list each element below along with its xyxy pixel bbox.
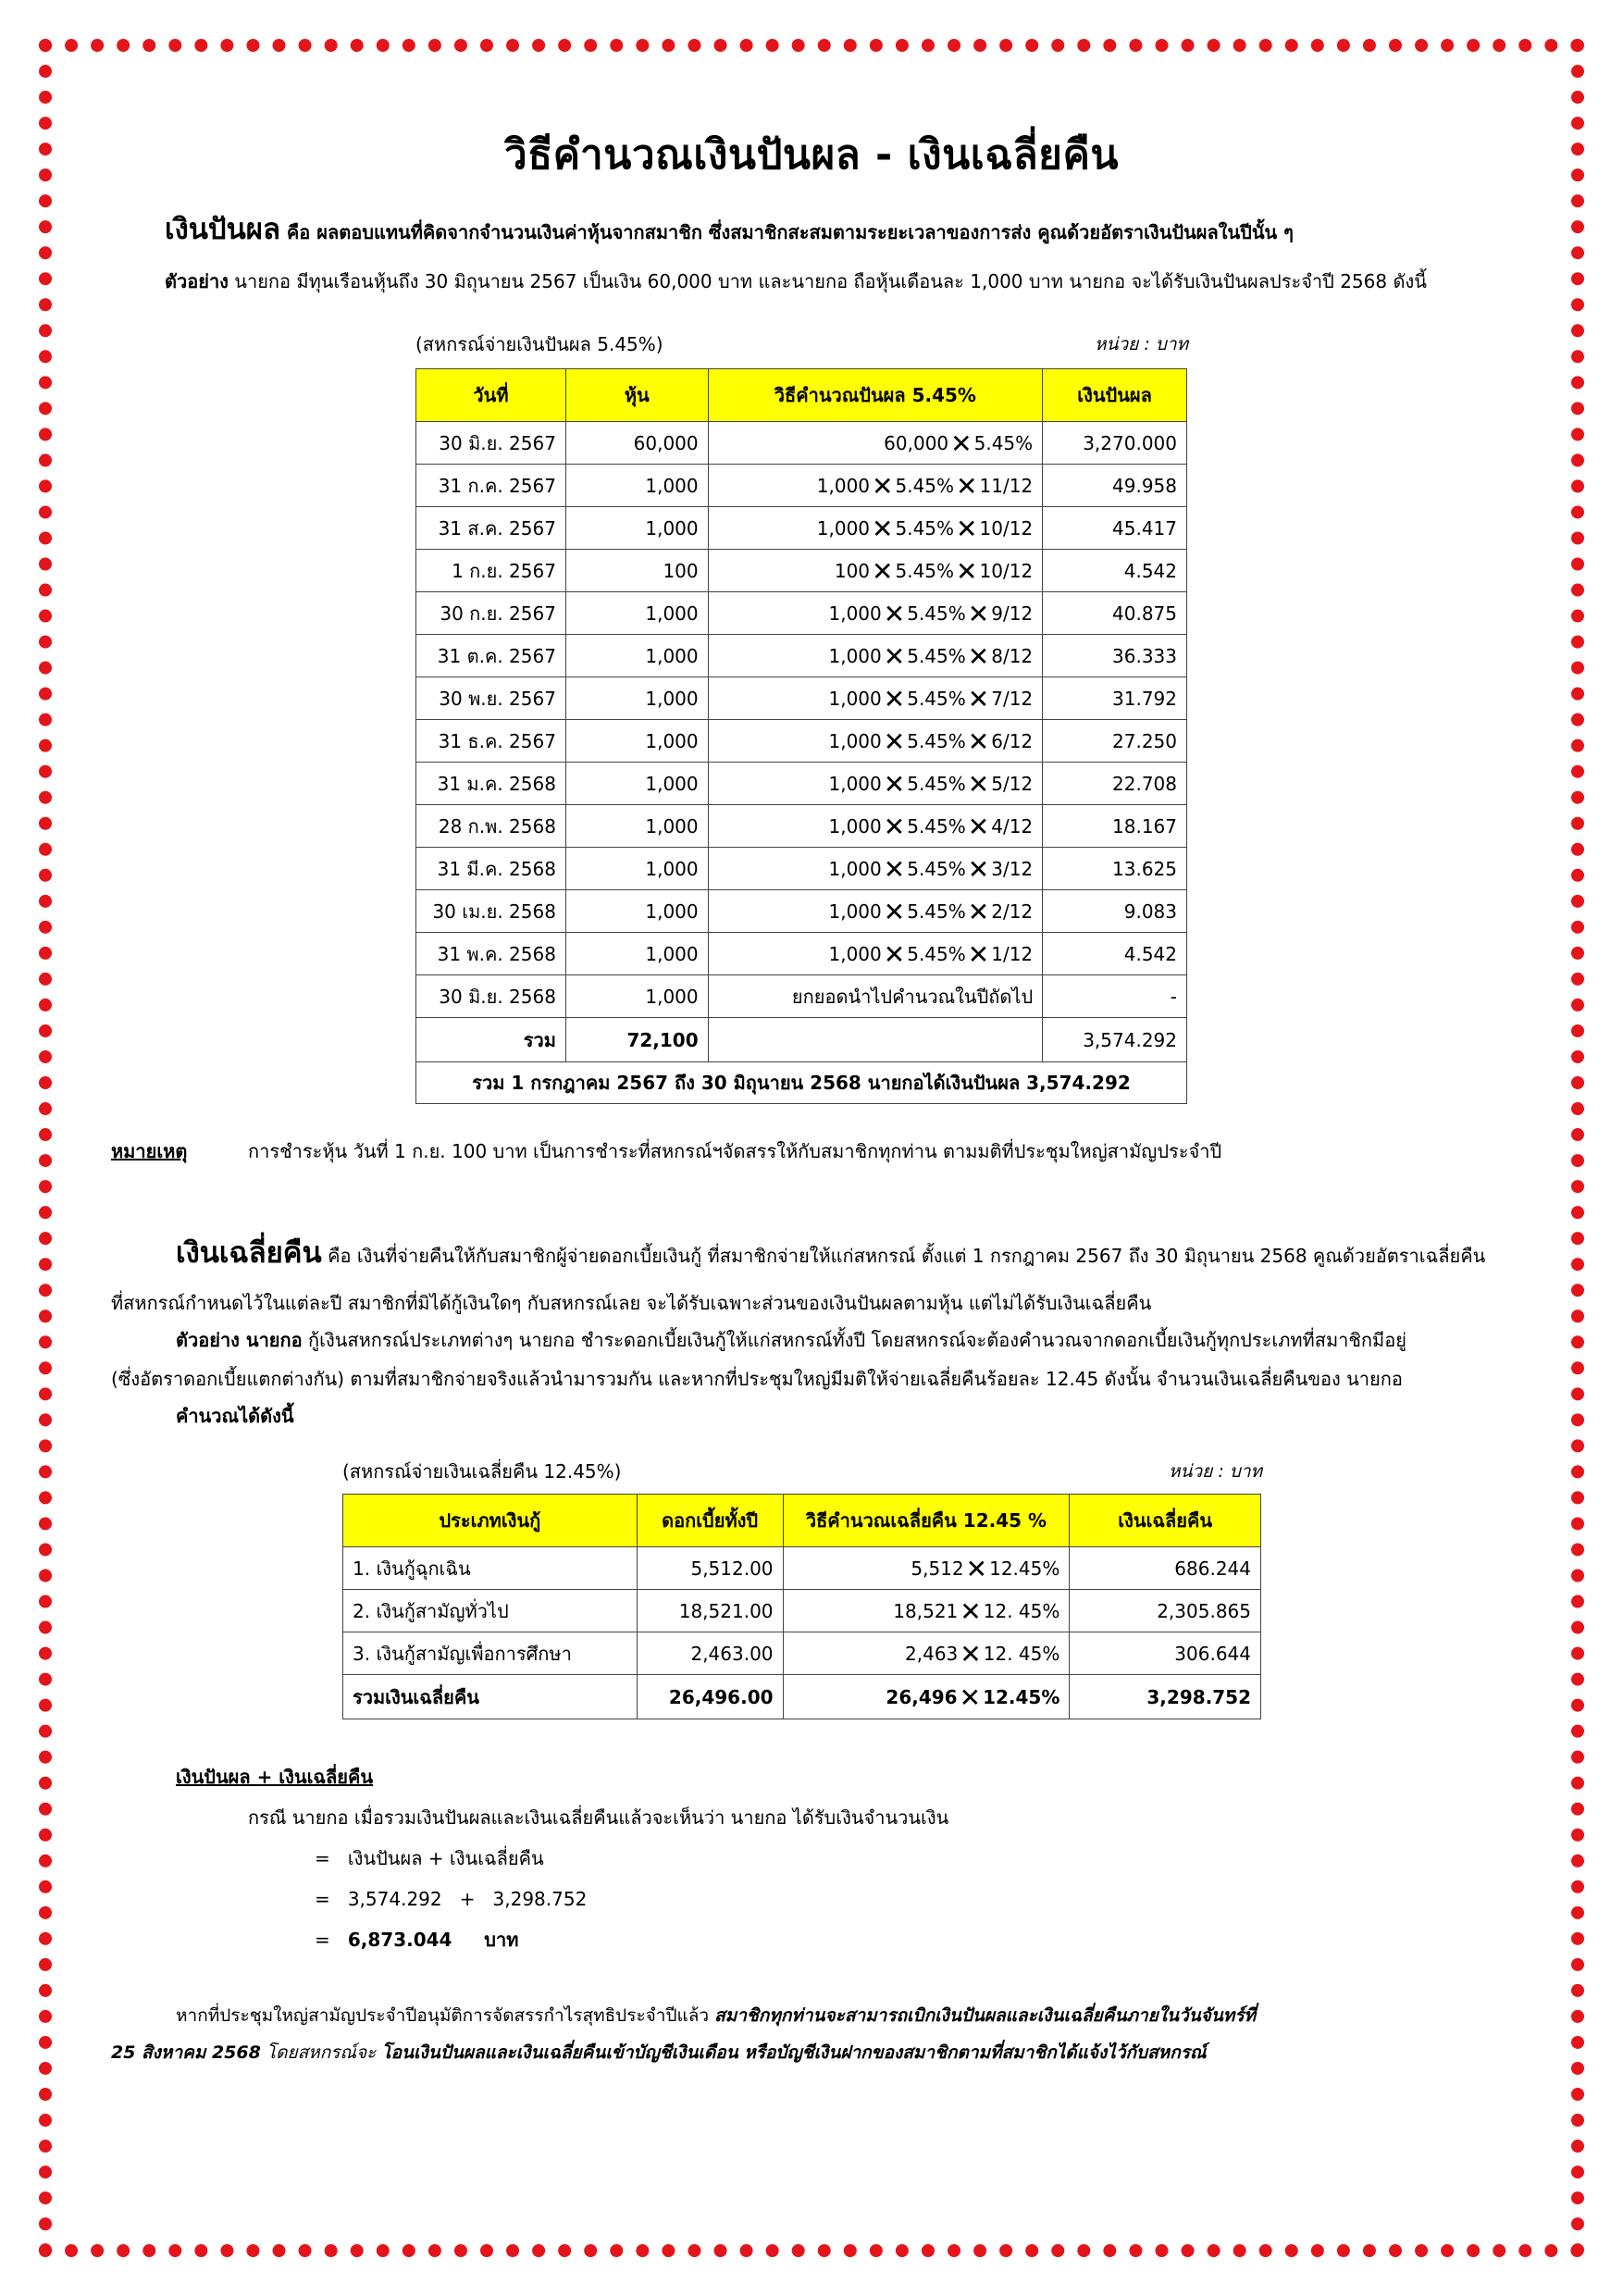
method-cell xyxy=(708,422,1043,465)
multiply-icon: ✕ xyxy=(872,513,894,544)
note xyxy=(111,1136,187,1166)
total-text: รวม 1 กรกฎาคม 2567 ถึง 30 มิถุนายน 2568 นายกอได้เงินปันผล 3,574.292 xyxy=(416,1062,1187,1104)
dividend-table-caption: (สหกรณ์จ่ายเงินปันผล 5.45%) xyxy=(415,333,663,355)
refund-definition-line5: คำนวณได้ดังนี้ xyxy=(176,1405,294,1427)
refund-line3-text: กู้เงินสหกรณ์ประเภทต่างๆ นายกอ ชำระดอกเบี้ยเงินกู้ให้แก่สหกรณ์ทั้งปี โดยสหกรณ์จะต้องคำนวณจากดอกเบี้ยเงินกู้ทุกประเภทที่สมาชิกมีอยู่ xyxy=(302,1329,1406,1351)
method-base: 60,000 xyxy=(884,431,949,454)
table-row xyxy=(416,890,1187,933)
method-cell xyxy=(708,720,1043,763)
table-header-row xyxy=(416,369,1187,422)
dividend-term: เงินปันผล xyxy=(165,213,280,246)
date-cell: 30 มิ.ย. 2567 xyxy=(416,422,566,465)
method-base: 1,000 xyxy=(828,942,882,965)
method-rate: 5.45% xyxy=(907,814,966,838)
combined-intro: กรณี นายกอ เมื่อรวมเงินปันผลและเงินเฉลี่ยคืนแล้วจะเห็นว่า นายกอ ได้รับเงินจำนวนเงิน xyxy=(248,1806,949,1829)
note-label: หมายเหตุ xyxy=(111,1140,188,1162)
sum-shares: 72,100 xyxy=(565,1018,708,1062)
closing-bold1: สมาชิกทุกท่านจะสามารถเบิกเงินปันผลและเงินเฉลี่ยคืนภายในวันจันทร์ที่ xyxy=(714,2005,1257,2026)
method-months: 5/12 xyxy=(991,772,1034,795)
refund-cell: 2,305.865 xyxy=(1070,1590,1261,1632)
dividend-definition xyxy=(165,215,1294,247)
header-date: วันที่ xyxy=(416,369,566,422)
multiply-icon: ✕ xyxy=(960,1638,982,1669)
multiply-icon: ✕ xyxy=(967,896,990,927)
table-row xyxy=(416,422,1187,465)
sum-label: รวมเงินเฉลี่ยคืน xyxy=(343,1675,638,1719)
date-cell: 31 ม.ค. 2568 xyxy=(416,763,566,805)
method-base: 1,000 xyxy=(816,474,871,497)
method-base: 1,000 xyxy=(828,814,882,838)
date-cell: 31 ต.ค. 2567 xyxy=(416,635,566,677)
refund-definition-line1 xyxy=(176,1238,1485,1271)
shares-cell: 1,000 xyxy=(565,677,708,720)
method-base: 1,000 xyxy=(828,602,882,625)
closing-italic: โดยสหกรณ์จะ xyxy=(260,2042,382,2063)
shares-cell: 1,000 xyxy=(565,805,708,848)
method-base: 1,000 xyxy=(828,644,882,667)
dividend-cell: 40.875 xyxy=(1043,592,1187,635)
dividend-cell: 18.167 xyxy=(1043,805,1187,848)
method-rate: 5.45% xyxy=(895,474,955,497)
table-row xyxy=(343,1547,1261,1590)
combined-heading: เงินปันผล + เงินเฉลี่ยคืน xyxy=(176,1766,374,1788)
method-rate: 5.45% xyxy=(907,900,966,923)
loan-type-cell: 2. เงินกู้สามัญทั่วไป xyxy=(343,1590,638,1632)
method-months: 10/12 xyxy=(979,516,1034,540)
dividend-cell: - xyxy=(1043,975,1187,1018)
date-cell: 1 ก.ย. 2567 xyxy=(416,550,566,592)
method-rate: 5.45% xyxy=(907,857,966,880)
refund-cell: 306.644 xyxy=(1070,1632,1261,1675)
table-row xyxy=(416,592,1187,635)
multiply-icon: ✕ xyxy=(883,811,906,842)
header-method: วิธีคำนวณปันผล 5.45% xyxy=(708,369,1043,422)
interest-cell: 2,463.00 xyxy=(637,1632,783,1675)
table-row xyxy=(416,465,1187,507)
multiply-icon: ✕ xyxy=(883,683,906,714)
method-months: 9/12 xyxy=(991,602,1034,625)
header-shares: หุ้น xyxy=(565,369,708,422)
loan-type-cell: 3. เงินกู้สามัญเพื่อการศึกษา xyxy=(343,1632,638,1675)
note-text: การชำระหุ้น วันที่ 1 ก.ย. 100 บาท เป็นการชำระที่สหกรณ์ฯจัดสรรให้กับสมาชิกทุกท่าน ตามมติที่ประชุมใหญ่สามัญประจำปี xyxy=(248,1140,1222,1162)
method-base: 26,496 xyxy=(886,1685,958,1708)
multiply-icon: ✕ xyxy=(967,768,990,800)
shares-cell: 1,000 xyxy=(565,848,708,890)
method-months: 2/12 xyxy=(991,900,1034,923)
dividend-cell: 13.625 xyxy=(1043,848,1187,890)
dividend-cell: 45.417 xyxy=(1043,507,1187,550)
dividend-cell: 27.250 xyxy=(1043,720,1187,763)
interest-cell: 18,521.00 xyxy=(637,1590,783,1632)
table-row xyxy=(416,550,1187,592)
method-base: 1,000 xyxy=(828,857,882,880)
shares-cell: 1,000 xyxy=(565,507,708,550)
date-cell: 31 พ.ค. 2568 xyxy=(416,933,566,975)
loan-type-cell: 1. เงินกู้ฉุกเฉิน xyxy=(343,1547,638,1590)
dividend-example xyxy=(165,267,1427,296)
table-row xyxy=(416,720,1187,763)
dividend-cell: 36.333 xyxy=(1043,635,1187,677)
method-rate: 5.45% xyxy=(907,644,966,667)
multiply-icon: ✕ xyxy=(959,1682,982,1713)
method-cell xyxy=(708,763,1043,805)
method-base: 100 xyxy=(834,559,871,582)
refund-term: เงินเฉลี่ยคืน xyxy=(176,1236,322,1270)
sum-dividend: 3,574.292 xyxy=(1043,1018,1187,1062)
sum-interest: 26,496.00 xyxy=(637,1675,783,1719)
method-rate: 5.45% xyxy=(973,431,1034,454)
method-months: 8/12 xyxy=(991,644,1034,667)
multiply-icon: ✕ xyxy=(883,938,906,970)
method-months: 10/12 xyxy=(979,559,1034,582)
sum-refund: 3,298.752 xyxy=(1070,1675,1261,1719)
method-cell xyxy=(708,635,1043,677)
date-cell: 31 ธ.ค. 2567 xyxy=(416,720,566,763)
shares-cell: 60,000 xyxy=(565,422,708,465)
date-cell: 31 มี.ค. 2568 xyxy=(416,848,566,890)
multiply-icon: ✕ xyxy=(960,1595,982,1627)
table-total-row xyxy=(416,1062,1187,1104)
multiply-icon: ✕ xyxy=(956,555,978,587)
method-base: 18,521 xyxy=(893,1599,959,1622)
table-header-row xyxy=(343,1495,1261,1547)
dividend-table-unit: หน่วย : บาท xyxy=(1095,334,1189,354)
multiply-icon: ✕ xyxy=(883,598,906,629)
header-refund-amount: เงินเฉลี่ยคืน xyxy=(1070,1495,1261,1547)
dividend-cell: 3,270.000 xyxy=(1043,422,1187,465)
header-refund-method: วิธีคำนวณเฉลี่ยคืน 12.45 % xyxy=(783,1495,1070,1547)
table-row-carry xyxy=(416,975,1187,1018)
method-rate: 12. 45% xyxy=(983,1599,1060,1622)
table-row xyxy=(416,677,1187,720)
shares-cell: 100 xyxy=(565,550,708,592)
refund-method-cell xyxy=(783,1632,1070,1675)
refund-method-cell xyxy=(783,1590,1070,1632)
combined-eq3 xyxy=(315,1925,518,1955)
table-row xyxy=(416,507,1187,550)
dividend-cell: 4.542 xyxy=(1043,933,1187,975)
method-months: 11/12 xyxy=(979,474,1034,497)
date-cell: 30 ก.ย. 2567 xyxy=(416,592,566,635)
method-rate: 12.45% xyxy=(989,1557,1060,1580)
method-rate: 5.45% xyxy=(895,516,955,540)
sum-method xyxy=(783,1675,1070,1719)
refund-table xyxy=(342,1494,1261,1719)
combined-total: 6,873.044 บาท xyxy=(347,1929,519,1951)
multiply-icon: ✕ xyxy=(965,1553,988,1584)
refund-definition-line4: (ซึ่งอัตราดอกเบี้ยแตกต่างกัน) ตามที่สมาชิกจ่ายจริงแล้วนำมารวมกัน และหากที่ประชุมใหญ่มีมติให้จ่ายเฉลี่ยคืนร้อยละ 12.45 ดังนั้น จำนวนเงินเฉลี่ยคืนของ นายกอ xyxy=(111,1368,1403,1390)
sum-label: รวม xyxy=(416,1018,566,1062)
refund-cell: 686.244 xyxy=(1070,1547,1261,1590)
dividend-definition-text: คือ ผลตอบแทนที่คิดจากจำนวนเงินค่าหุ้นจากสมาชิก ซึ่งสมาชิกสะสมตามระยะเวลาของการส่ง คูณด้วยอัตราเงินปันผลในปีนั้น ๆ xyxy=(279,221,1294,243)
shares-cell: 1,000 xyxy=(565,933,708,975)
multiply-icon: ✕ xyxy=(967,853,990,885)
header-interest: ดอกเบี้ยทั้งปี xyxy=(637,1495,783,1547)
shares-cell: 1,000 xyxy=(565,465,708,507)
method-base: 1,000 xyxy=(816,516,871,540)
method-base: 5,512 xyxy=(911,1557,964,1580)
closing-date: 25 สิงหาคม 2568 xyxy=(111,2042,261,2063)
sum-empty xyxy=(708,1018,1043,1062)
multiply-icon: ✕ xyxy=(967,640,990,672)
dividend-cell: 9.083 xyxy=(1043,890,1187,933)
method-cell xyxy=(708,890,1043,933)
dividend-cell: 4.542 xyxy=(1043,550,1187,592)
refund-example-label: ตัวอย่าง นายกอ xyxy=(176,1329,303,1351)
eq3-prefix: = xyxy=(315,1929,348,1951)
method-cell xyxy=(708,848,1043,890)
table-row xyxy=(416,933,1187,975)
method-rate: 12. 45% xyxy=(983,1642,1060,1665)
method-cell xyxy=(708,677,1043,720)
multiply-icon: ✕ xyxy=(883,768,906,800)
dividend-cell: 49.958 xyxy=(1043,465,1187,507)
example-label: ตัวอย่าง xyxy=(165,270,229,292)
method-base: 1,000 xyxy=(828,772,882,795)
dividend-table xyxy=(415,368,1187,1104)
method-cell xyxy=(708,805,1043,848)
table-sum-row xyxy=(416,1018,1187,1062)
multiply-icon: ✕ xyxy=(956,470,978,502)
multiply-icon: ✕ xyxy=(967,811,990,842)
method-rate: 5.45% xyxy=(895,559,955,582)
multiply-icon: ✕ xyxy=(872,555,894,587)
method-months: 3/12 xyxy=(991,857,1034,880)
header-dividend: เงินปันผล xyxy=(1043,369,1187,422)
multiply-icon: ✕ xyxy=(950,428,973,459)
date-cell: 30 พ.ย. 2567 xyxy=(416,677,566,720)
method-cell xyxy=(708,465,1043,507)
shares-cell: 1,000 xyxy=(565,890,708,933)
method-base: 1,000 xyxy=(828,900,882,923)
shares-cell: 1,000 xyxy=(565,763,708,805)
method-months: 4/12 xyxy=(991,814,1034,838)
multiply-icon: ✕ xyxy=(967,598,990,629)
refund-table-body xyxy=(343,1547,1261,1719)
table-row xyxy=(416,763,1187,805)
method-months: 6/12 xyxy=(991,729,1034,752)
date-cell: 28 ก.พ. 2568 xyxy=(416,805,566,848)
refund-method-cell xyxy=(783,1547,1070,1590)
method-months: 7/12 xyxy=(991,687,1034,710)
shares-cell: 1,000 xyxy=(565,720,708,763)
closing-bold3: โอนเงินปันผลและเงินเฉลี่ยคืนเข้าบัญชีเงินเดือน หรือบัญชีเงินฝากของสมาชิกตามที่สมาชิกได้แจ้งไว้กับสหกรณ์ xyxy=(381,2042,1207,2063)
method-cell xyxy=(708,507,1043,550)
multiply-icon: ✕ xyxy=(883,726,906,757)
refund-table-caption: (สหกรณ์จ่ายเงินเฉลี่ยคืน 12.45%) xyxy=(342,1460,622,1483)
method-rate: 5.45% xyxy=(907,687,966,710)
date-cell: 31 ส.ค. 2567 xyxy=(416,507,566,550)
method-rate: 12.45% xyxy=(983,1685,1060,1708)
refund-definition-line2: ที่สหกรณ์กำหนดไว้ในแต่ละปี สมาชิกที่มิได้กู้เงินใดๆ กับสหกรณ์เลย จะได้รับเฉพาะส่วนของเงินปันผลตามหุ้น แต่ไม่ได้รับเงินเฉลี่ยคืน xyxy=(111,1292,1152,1314)
page-title: วิธีคำนวณเงินปันผล - เงินเฉลี่ยคืน xyxy=(504,131,1119,179)
multiply-icon: ✕ xyxy=(883,640,906,672)
closing-line2 xyxy=(111,2038,1207,2067)
header-loan-type: ประเภทเงินกู้ xyxy=(343,1495,638,1547)
multiply-icon: ✕ xyxy=(872,470,894,502)
method-base: 1,000 xyxy=(828,687,882,710)
multiply-icon: ✕ xyxy=(967,683,990,714)
shares-cell: 1,000 xyxy=(565,975,708,1018)
method-cell xyxy=(708,550,1043,592)
method-months: 1/12 xyxy=(991,942,1034,965)
dividend-table-body xyxy=(416,422,1187,1104)
multiply-icon: ✕ xyxy=(883,896,906,927)
multiply-icon: ✕ xyxy=(883,853,906,885)
table-row xyxy=(416,805,1187,848)
method-rate: 5.45% xyxy=(907,729,966,752)
multiply-icon: ✕ xyxy=(956,513,978,544)
dividend-cell: 22.708 xyxy=(1043,763,1187,805)
refund-table-unit: หน่วย : บาท xyxy=(1169,1461,1263,1482)
method-rate: 5.45% xyxy=(907,602,966,625)
table-row xyxy=(416,848,1187,890)
method-cell xyxy=(708,592,1043,635)
multiply-icon: ✕ xyxy=(967,938,990,970)
method-rate: 5.45% xyxy=(907,942,966,965)
table-row xyxy=(343,1632,1261,1675)
combined-eq1: = เงินปันผล + เงินเฉลี่ยคืน xyxy=(315,1847,544,1869)
method-rate: 5.45% xyxy=(907,772,966,795)
table-sum-row xyxy=(343,1675,1261,1719)
method-cell: ยกยอดนำไปคำนวณในปีถัดไป xyxy=(708,975,1043,1018)
interest-cell: 5,512.00 xyxy=(637,1547,783,1590)
closing-plain: หากที่ประชุมใหญ่สามัญประจำปีอนุมัติการจัดสรรกำไรสุทธิประจำปีแล้ว xyxy=(176,2005,715,2026)
shares-cell: 1,000 xyxy=(565,592,708,635)
closing-line1 xyxy=(176,2001,1256,2030)
refund-definition-line3 xyxy=(176,1325,1406,1355)
date-cell: 30 เม.ย. 2568 xyxy=(416,890,566,933)
date-cell: 31 ก.ค. 2567 xyxy=(416,465,566,507)
table-row xyxy=(343,1590,1261,1632)
combined-eq2: = 3,574.292 + 3,298.752 xyxy=(315,1888,588,1910)
example-text: นายกอ มีทุนเรือนหุ้นถึง 30 มิถุนายน 2567 เป็นเงิน 60,000 บาท และนายกอ ถือหุ้นเดือนละ 1,000 บาท นายกอ จะได้รับเงินปันผลประจำปี 2568 ดังนี้ xyxy=(228,270,1427,292)
method-cell xyxy=(708,933,1043,975)
shares-cell: 1,000 xyxy=(565,635,708,677)
dividend-cell: 31.792 xyxy=(1043,677,1187,720)
table-row xyxy=(416,635,1187,677)
method-base: 2,463 xyxy=(905,1642,959,1665)
refund-line1-text: คือ เงินที่จ่ายคืนให้กับสมาชิกผู้จ่ายดอกเบี้ยเงินกู้ ที่สมาชิกจ่ายให้แก่สหกรณ์ ตั้งแต่ 1 กรกฎาคม 2567 ถึง 30 มิถุนายน 2568 คูณด้วยอัตราเฉลี่ยคืน xyxy=(321,1245,1486,1267)
method-base: 1,000 xyxy=(828,729,882,752)
date-cell: 30 มิ.ย. 2568 xyxy=(416,975,566,1018)
multiply-icon: ✕ xyxy=(967,726,990,757)
